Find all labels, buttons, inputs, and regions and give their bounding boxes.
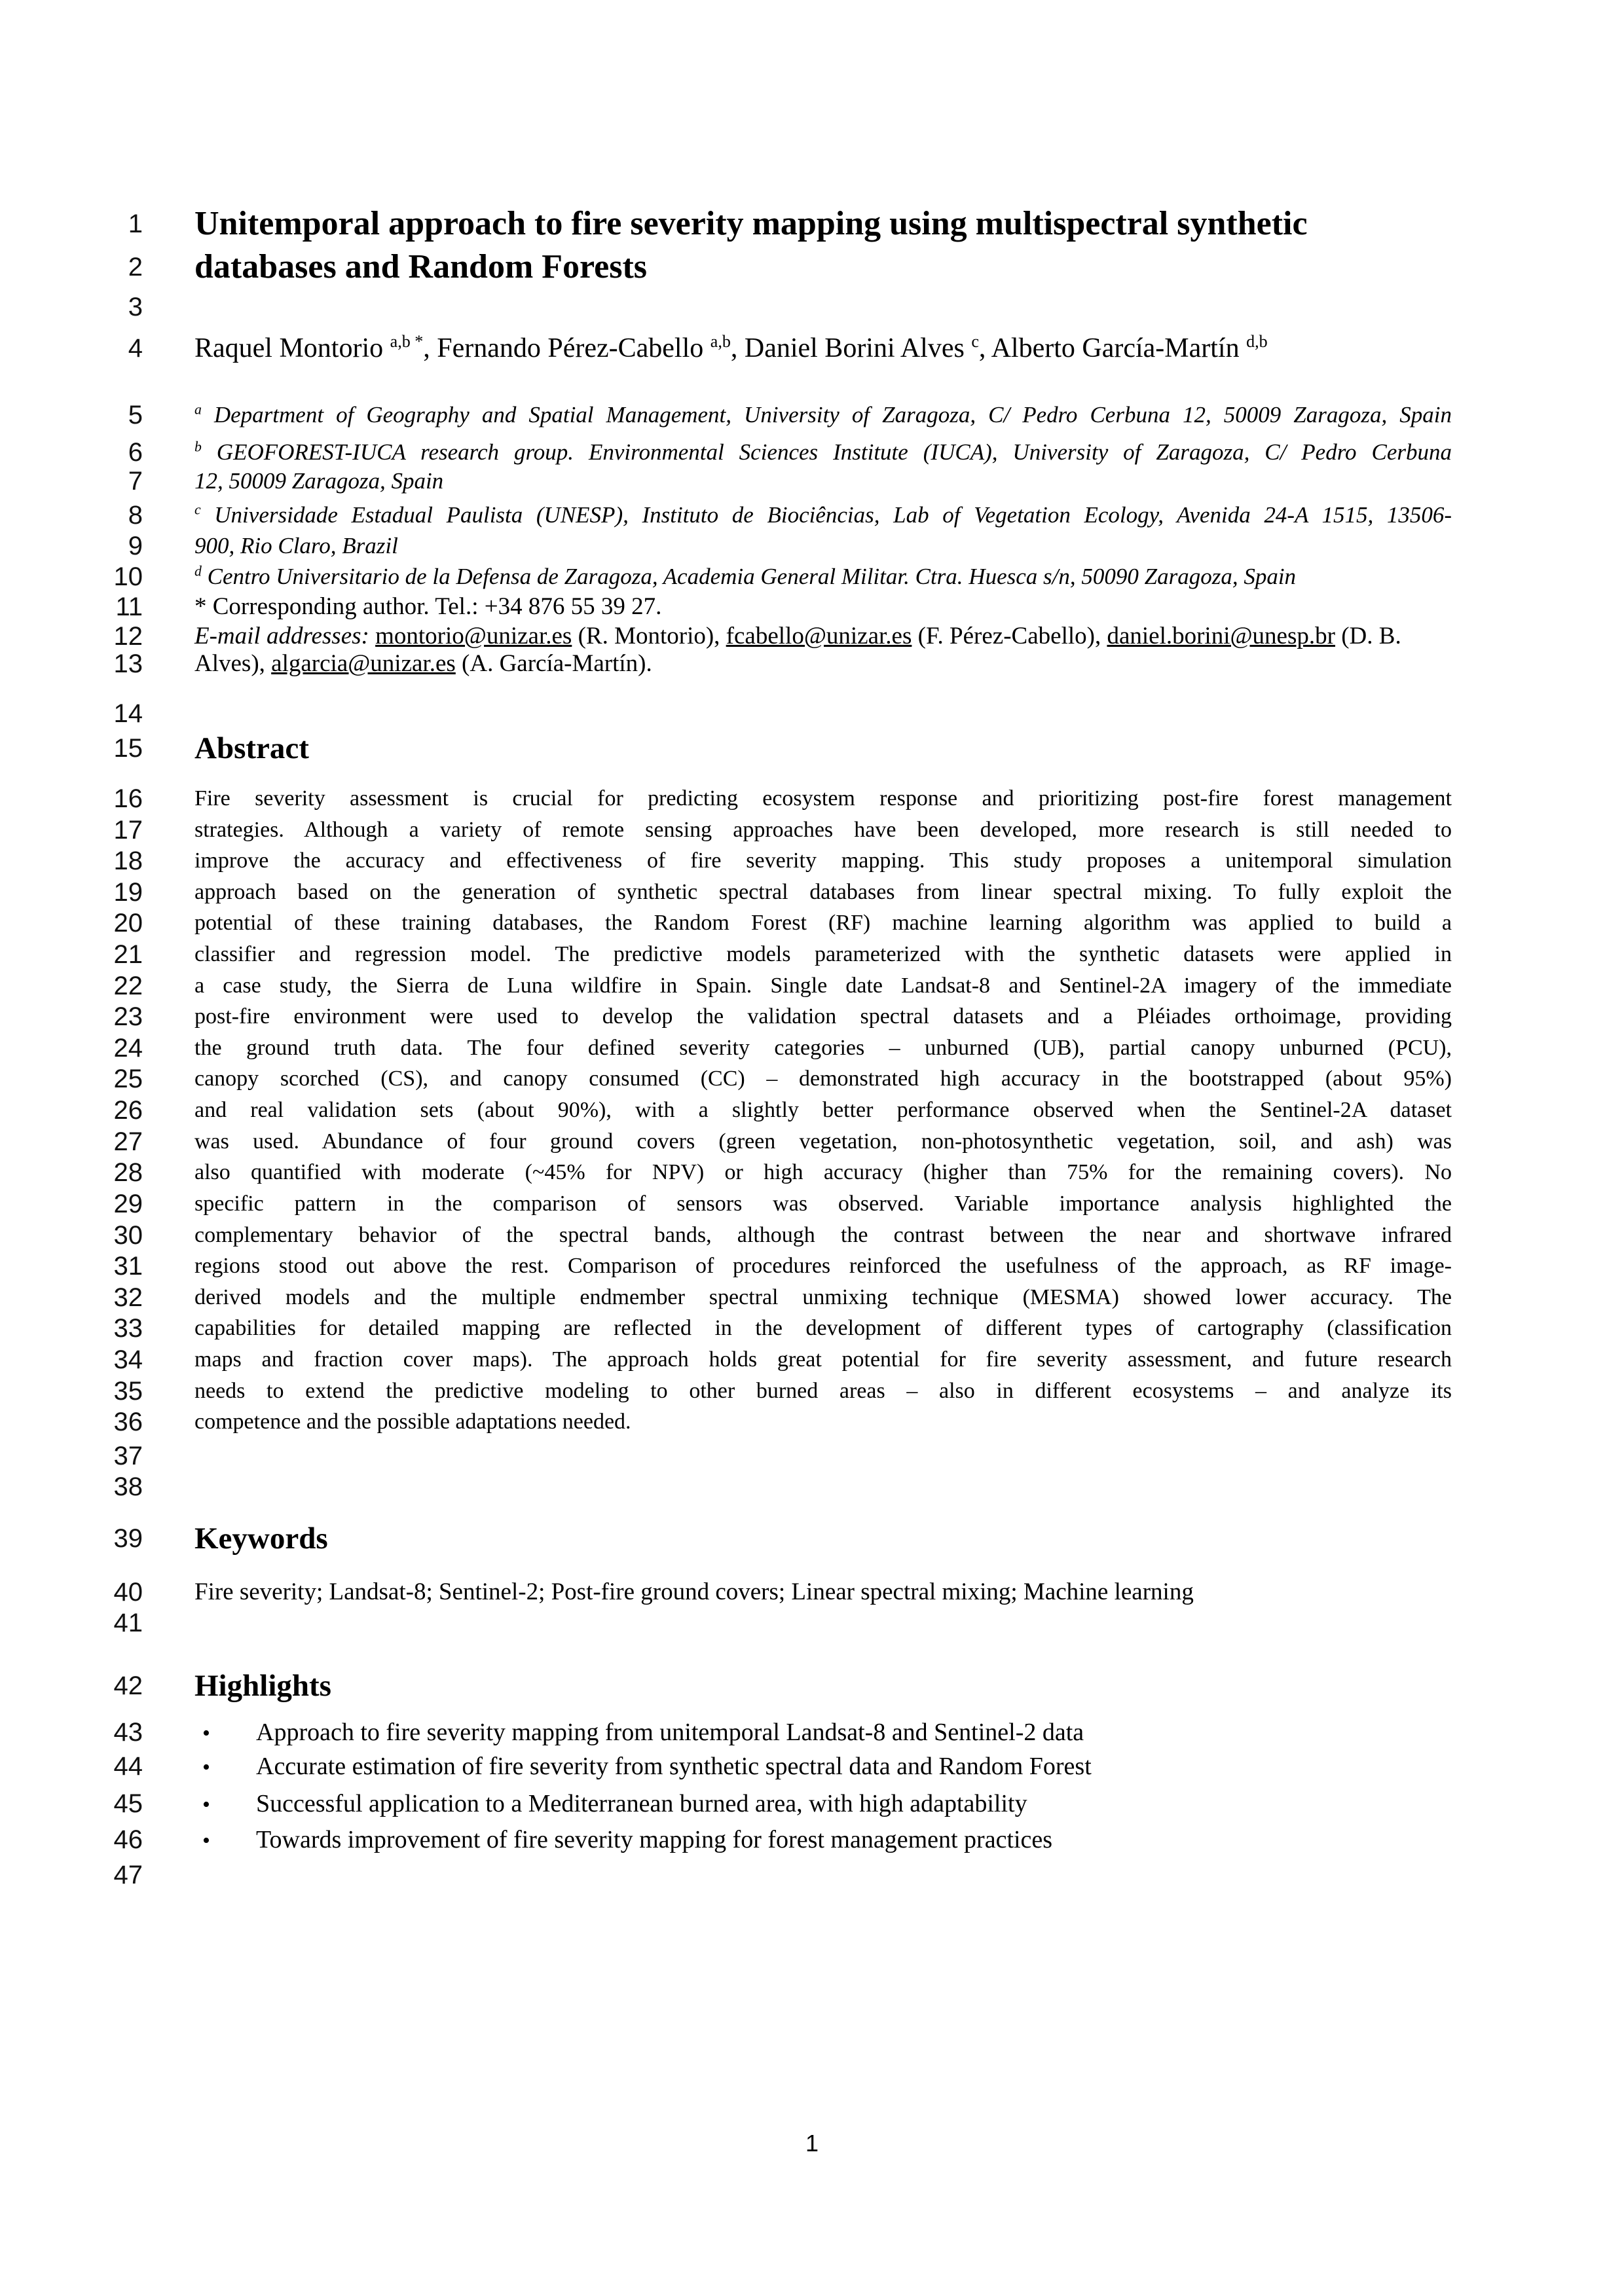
- line-text: [194, 970, 1452, 1002]
- line-number: 18: [113, 847, 143, 875]
- line-text: [194, 1519, 1452, 1558]
- line-number: 41: [113, 1609, 143, 1637]
- text-segment: classifier and regression model. The predictive models parameterized with the synthetic datasets were applied in: [194, 942, 1452, 966]
- text-segment: * Corresponding author. Tel.: +34 876 55 39 27.: [194, 593, 662, 620]
- page-number: 1: [805, 2130, 819, 2157]
- line-text: [194, 1188, 1452, 1220]
- line-number: 22: [113, 972, 143, 1000]
- text-segment: a case study, the Sierra de Luna wildfire in Spain. Single date Landsat-8 and Sentinel-2A imagery of the immediate: [194, 974, 1452, 998]
- line-number: 43: [113, 1718, 143, 1747]
- text-segment: Towards improvement of fire severity mapping for forest management practices: [256, 1826, 1053, 1853]
- line-text: [194, 436, 1452, 469]
- line-number: 6: [128, 438, 143, 467]
- superscript-text: a,b: [710, 332, 731, 351]
- line-text: [194, 1126, 1452, 1157]
- line-text: [194, 329, 1452, 368]
- line-text: [194, 560, 1452, 593]
- text-segment: 900, Rio Claro, Brazil: [194, 533, 398, 558]
- line-text: [194, 591, 1452, 623]
- text-segment: Raquel Montorio: [194, 333, 390, 363]
- line-number: 44: [113, 1752, 143, 1781]
- text-segment: Alves),: [194, 650, 272, 677]
- email-text: fcabello@unizar.es: [726, 623, 912, 649]
- text-segment: the ground truth data. The four defined severity categories – unburned (UB), partial canopy unburned (PCU),: [194, 1036, 1452, 1060]
- line-text: [194, 1282, 1452, 1313]
- line-number: 38: [113, 1472, 143, 1501]
- text-segment: capabilities for detailed mapping are reflected in the development of different types of cartography (classification: [194, 1316, 1452, 1340]
- line-text: [194, 1749, 1452, 1785]
- text-segment: was used. Abundance of four ground covers (green vegetation, non-photosynthetic vegetation, soil, and ash) was: [194, 1129, 1452, 1154]
- text-segment: Fire severity assessment is crucial for predicting ecosystem response and prioritizing post-fire forest management: [194, 786, 1452, 811]
- superscript-text: d,b: [1246, 332, 1268, 351]
- line-number: 42: [113, 1671, 143, 1700]
- text-segment: , Daniel Borini Alves: [730, 333, 972, 363]
- line-number: 34: [113, 1345, 143, 1374]
- bullet-icon: •: [202, 1829, 210, 1853]
- text-segment: (A. García-Martín).: [455, 650, 652, 677]
- text-segment: strategies. Although a variety of remote sensing approaches have been developed, more research is still needed to: [194, 818, 1452, 842]
- line-number: 14: [113, 699, 143, 728]
- line-number: 25: [113, 1065, 143, 1093]
- text-segment: competence and the possible adaptations needed.: [194, 1410, 631, 1434]
- text-segment: canopy scorched (CS), and canopy consumed (CC) – demonstrated high accuracy in the bootstrapped (about 95%): [194, 1066, 1452, 1091]
- text-segment: E-mail addresses:: [194, 623, 369, 649]
- text-segment: Keywords: [194, 1522, 328, 1556]
- line-number: 36: [113, 1408, 143, 1436]
- line-text: [194, 1575, 1452, 1609]
- line-number: 2: [128, 253, 143, 282]
- text-segment: Approach to fire severity mapping from unitemporal Landsat-8 and Sentinel-2 data: [256, 1719, 1084, 1746]
- line-text: [194, 1715, 1452, 1751]
- text-segment: (F. Pérez-Cabello),: [912, 623, 1107, 649]
- line-number: 12: [113, 622, 143, 651]
- line-number: 9: [128, 532, 143, 560]
- text-segment: specific pattern in the comparison of sensors was observed. Variable importance analysis highlighted the: [194, 1192, 1452, 1216]
- text-segment: regions stood out above the rest. Comparison of procedures reinforced the usefulness of the approach, as RF image-: [194, 1254, 1452, 1278]
- line-text: [194, 1063, 1452, 1095]
- line-text: [194, 729, 1452, 768]
- line-number: 7: [128, 467, 143, 496]
- line-text: [194, 877, 1452, 908]
- line-number: 23: [113, 1002, 143, 1031]
- line-text: [194, 1344, 1452, 1376]
- text-segment: potential of these training databases, the Random Forest (RF) machine learning algorithm was applied to build a: [194, 911, 1452, 935]
- text-segment: [369, 623, 375, 649]
- text-segment: Successful application to a Mediterranean burned area, with high adaptability: [256, 1790, 1027, 1817]
- line-text: [194, 621, 1452, 652]
- bullet-icon: •: [202, 1755, 210, 1779]
- email-text: algarcia@unizar.es: [271, 650, 456, 677]
- line-number: 8: [128, 501, 143, 530]
- line-number: 16: [113, 784, 143, 813]
- line-number: 20: [113, 909, 143, 938]
- text-segment: 12, 50009 Zaragoza, Spain: [194, 468, 444, 494]
- line-number: 15: [113, 734, 143, 763]
- line-text: [194, 465, 1452, 498]
- text-segment: and real validation sets (about 90%), with a slightly better performance observed when the Sentinel-2A dataset: [194, 1098, 1452, 1122]
- line-number: 32: [113, 1283, 143, 1312]
- line-number: 11: [115, 592, 143, 621]
- text-segment: Abstract: [194, 731, 309, 765]
- text-segment: post-fire environment were used to develop the validation spectral datasets and a Pléiades orthoimage, providing: [194, 1004, 1452, 1029]
- line-text: [194, 939, 1452, 970]
- line-text: [194, 1376, 1452, 1407]
- line-text: [194, 1406, 1452, 1438]
- line-number: 46: [113, 1825, 143, 1854]
- superscript-text: c: [194, 501, 201, 518]
- text-segment: derived models and the multiple endmember spectral unmixing technique (MESMA) showed lower accuracy. The: [194, 1285, 1452, 1309]
- text-segment: (R. Montorio),: [572, 623, 726, 649]
- text-segment: needs to extend the predictive modeling to other burned areas – also in different ecosystems – and analyze its: [194, 1379, 1452, 1403]
- line-number: 26: [113, 1096, 143, 1125]
- line-number: 13: [113, 649, 143, 678]
- superscript-text: d: [194, 563, 202, 579]
- line-text: [194, 1032, 1452, 1064]
- text-segment: Universidade Estadual Paulista (UNESP), Instituto de Biociências, Lab of Vegetation Ecology, Avenida 24-A 1515, 13506-: [200, 502, 1452, 528]
- email-text: daniel.borini@unesp.br: [1107, 623, 1335, 649]
- text-segment: GEOFOREST-IUCA research group. Environmental Sciences Institute (IUCA), University of Zaragoza, C/ Pedro Cerbuna: [201, 439, 1452, 465]
- line-text: [194, 1250, 1452, 1282]
- line-number: 4: [128, 334, 143, 363]
- line-number: 21: [113, 940, 143, 969]
- superscript-text: a,b *: [390, 332, 424, 351]
- line-text: [194, 1666, 1452, 1705]
- line-text: [194, 1787, 1452, 1822]
- text-segment: also quantified with moderate (~45% for NPV) or high accuracy (higher than 75% for the remaining covers). No: [194, 1160, 1452, 1184]
- line-text: [194, 244, 1452, 290]
- line-text: [194, 499, 1452, 532]
- line-text: [194, 201, 1452, 247]
- line-number: 33: [113, 1314, 143, 1343]
- text-segment: Fire severity; Landsat-8; Sentinel-2; Post-fire ground covers; Linear spectral mixing; Machine learning: [194, 1578, 1194, 1605]
- bullet-icon: •: [202, 1721, 210, 1745]
- text-segment: Unitemporal approach to fire severity mapping using multispectral synthetic: [194, 205, 1308, 242]
- line-number: 30: [113, 1221, 143, 1250]
- line-text: [194, 1157, 1452, 1188]
- email-text: montorio@unizar.es: [375, 623, 572, 649]
- line-number: 3: [128, 293, 143, 321]
- text-segment: Department of Geography and Spatial Management, University of Zaragoza, C/ Pedro Cerbuna 12, 50009 Zaragoza, Spain: [201, 402, 1452, 428]
- line-number: 17: [113, 816, 143, 845]
- bullet-icon: •: [202, 1793, 210, 1817]
- line-number: 10: [113, 562, 143, 591]
- text-segment: maps and fraction cover maps). The approach holds great potential for fire severity assessment, and future research: [194, 1347, 1452, 1372]
- line-text: [194, 530, 1452, 562]
- text-segment: databases and Random Forests: [194, 248, 648, 285]
- line-number: 45: [113, 1789, 143, 1818]
- line-text: [194, 907, 1452, 939]
- text-segment: (D. B.: [1335, 623, 1401, 649]
- superscript-text: c: [971, 332, 979, 351]
- text-segment: , Alberto García-Martín: [978, 333, 1247, 363]
- line-number: 31: [113, 1252, 143, 1281]
- line-text: [194, 1095, 1452, 1126]
- text-segment: Accurate estimation of fire severity from synthetic spectral data and Random Forest: [256, 1753, 1092, 1780]
- line-text: [194, 1823, 1452, 1858]
- line-text: [194, 783, 1452, 814]
- text-segment: approach based on the generation of synthetic spectral databases from linear spectral mixing. To fully exploit the: [194, 880, 1452, 904]
- superscript-text: b: [194, 439, 202, 455]
- text-segment: , Fernando Pérez-Cabello: [423, 333, 710, 363]
- line-number: 28: [113, 1158, 143, 1187]
- line-number: 47: [113, 1861, 143, 1889]
- superscript-text: a: [194, 401, 202, 418]
- text-segment: improve the accuracy and effectiveness of fire severity mapping. This study proposes a unitemporal simulation: [194, 848, 1452, 873]
- line-text: [194, 845, 1452, 877]
- line-number: 27: [113, 1127, 143, 1156]
- line-number: 29: [113, 1190, 143, 1218]
- text-segment: complementary behavior of the spectral bands, although the contrast between the near and shortwave infrared: [194, 1223, 1452, 1247]
- line-number: 19: [113, 878, 143, 907]
- line-number: 35: [113, 1377, 143, 1406]
- line-text: [194, 648, 1452, 680]
- line-number: 39: [113, 1524, 143, 1553]
- line-text: [194, 1001, 1452, 1032]
- line-number: 24: [113, 1034, 143, 1063]
- line-number: 37: [113, 1442, 143, 1470]
- line-number: 5: [128, 401, 143, 429]
- line-text: [194, 1313, 1452, 1344]
- line-number: 1: [128, 210, 143, 238]
- line-number: 40: [113, 1578, 143, 1607]
- line-text: [194, 814, 1452, 846]
- text-segment: Highlights: [194, 1669, 331, 1703]
- line-text: [194, 399, 1452, 431]
- text-segment: Centro Universitario de la Defensa de Zaragoza, Academia General Militar. Ctra. Huesca s/n, 50090 Zaragoza, Spain: [201, 564, 1297, 589]
- line-text: [194, 1220, 1452, 1251]
